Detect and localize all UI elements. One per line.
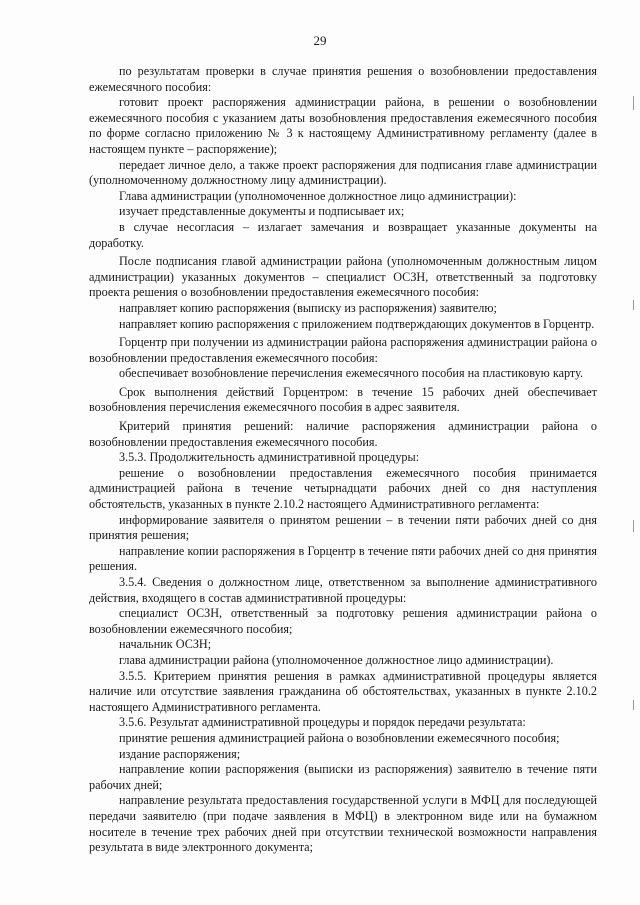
paragraph: издание распоряжения; [119, 746, 241, 761]
document-body [89, 64, 597, 856]
paragraph: принятие решения администрацией района о возобновлении ежемесячного пособия; [119, 730, 560, 745]
paragraph: готовит проект распоряжения администрации района, в решении о возобновлении ежемесячного пособия с указанием даты возобновления предоставления ежемесячного пособия по форме согласно приложению № 3 к настоящему Административному регламенту (далее в настоящем пункте – распоряжение); [89, 95, 597, 156]
scan-edge-mark [633, 300, 634, 310]
paragraph: После подписания главой администрации района (уполномоченным должностным лицом администрации) указанных документов – специалист ОСЗН, ответственный за подготовку проекта решения о возобновлении предоставления ежемесячного пособия: [89, 254, 597, 300]
paragraph: специалист ОСЗН, ответственный за подготовку решения администрации района о возобновлении ежемесячного пособия; [89, 606, 597, 636]
scan-edge-mark [633, 700, 634, 710]
paragraph: Критерий принятия решений: наличие распоряжения администрации района о возобновлении предоставления ежемесячного пособия. [89, 419, 597, 449]
paragraph: Горцентр при получении из администрации района распоряжения администрации района о возобновлении предоставления ежемесячного пособия: [89, 335, 597, 365]
paragraph: Срок выполнения действий Горцентром: в течение 15 рабочих дней обеспечивает возобновления перечисления ежемесячного пособия в адрес заявителя. [89, 384, 597, 415]
paragraph: направляет копию распоряжения (выписку из распоряжения) заявителю; [119, 300, 497, 315]
paragraph: 3.5.4. Сведения о должностном лице, ответственном за выполнение административного действия, входящего в состав административной процедуры: [89, 575, 597, 605]
paragraph: 3.5.6. Результат административной процедуры и порядок передачи результата: [119, 715, 526, 730]
paragraph: по результатам проверки в случае принятия решения о возобновлении предоставления ежемесячного пособия: [89, 64, 597, 94]
paragraph: направление копии распоряжения в Горцентр в течение пяти рабочих дней со дня принятия решения. [89, 543, 597, 574]
paragraph: направление копии распоряжения (выписки из распоряжения) заявителю в течение пяти рабочих дней; [89, 762, 597, 792]
paragraph: направляет копию распоряжения с приложением подтверждающих документов в Горцентр. [119, 316, 595, 331]
paragraph: направление результата предоставления государственной услуги в МФЦ для последующей передачи заявителю (при подаче заявления в МФЦ) в электронном виде или на бумажном носителе в течение трех рабочих дней при отсутствии технической возможности направления результата в виде электронного документа; [89, 793, 597, 855]
paragraph: 3.5.3. Продолжительность административной процедуры: [119, 450, 420, 465]
paragraph: изучает представленные документы и подписывает их; [119, 204, 405, 219]
paragraph: 3.5.5. Критерием принятия решения в рамках административной процедуры является наличие или отсутствие заявления гражданина об обстоятельствах, указанных в пункте 2.10.2 настоящего Административного регламента. [89, 668, 597, 714]
paragraph: Глава администрации (уполномоченное должностное лицо администрации): [119, 188, 517, 203]
paragraph: решение о возобновлении предоставления ежемесячного пособия принимается администрацией района в течение четырнадцати рабочих дней со дня наступления обстоятельств, указанных в пункте 2.10.2 настоящего Административного регламента: [89, 465, 597, 512]
page-number: 29 [313, 33, 327, 48]
scan-edge-mark [633, 520, 634, 532]
paragraph: глава администрации района (уполномоченное должностное лицо администрации). [119, 652, 554, 667]
scan-edge-mark [633, 96, 634, 110]
paragraph: информирование заявителя о принятом решении – в течении пяти рабочих дней со дня принятия решения; [89, 512, 597, 543]
paragraph: обеспечивает возобновление перечисления ежемесячного пособия на пластиковую карту. [119, 366, 583, 381]
paragraph: в случае несогласия – излагает замечания и возвращает указанные документы на доработку. [89, 219, 597, 250]
paragraph: начальник ОСЗН; [119, 637, 212, 652]
paragraph: передает личное дело, а также проект распоряжения для подписания главе администрации (уполномоченному должностному лицу администрации). [89, 157, 597, 188]
